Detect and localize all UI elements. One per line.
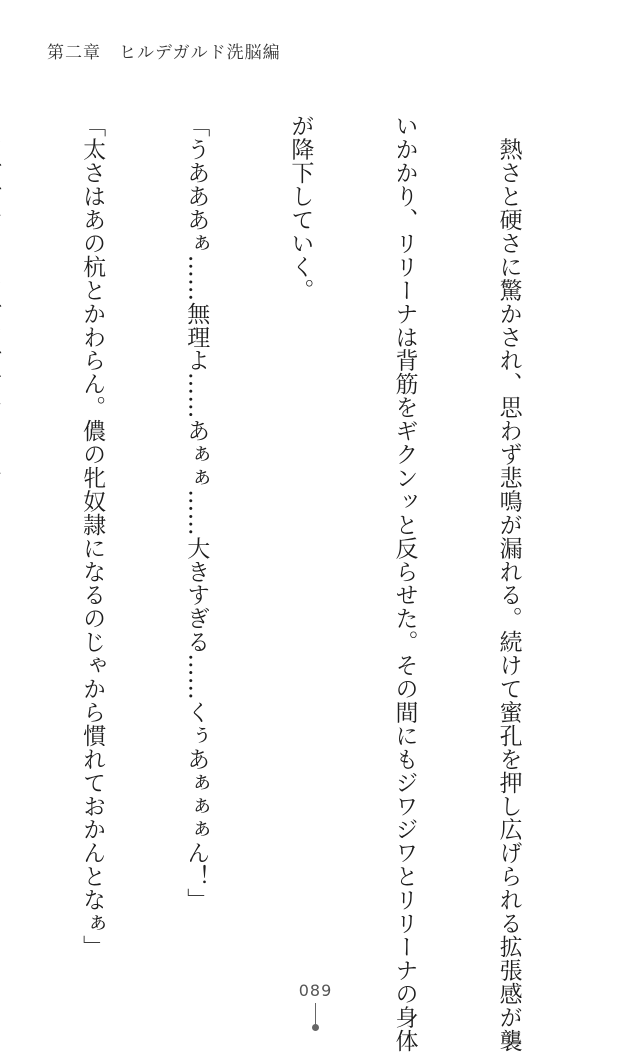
page-number-dot <box>312 1024 319 1031</box>
text-line: 「太さはあの杭とかわらん。儂の牝奴隷になるのじゃから慣れておかんとなぁ」 <box>79 114 106 959</box>
page-number: 089 <box>298 981 333 1000</box>
running-header: 第二章 ヒルデガルド洗脳編 <box>47 43 281 63</box>
text-line: が降下していく。 <box>287 114 314 302</box>
text-line: 熱さと硬さに驚かされ、思わず悲鳴が漏れる。続けて蜜孔を押し広げられる拡張感が襲 <box>495 114 522 1052</box>
text-line: 「うあああぁ……無理よ……あぁぁ……大きすぎる……くぅあぁぁぁん！」 <box>183 114 210 912</box>
text-line <box>0 114 5 952</box>
text-line: いかかり、リリーナは背筋をギクンッと反らせた。その間にもジワジワとリリーナの身体 <box>391 114 418 1052</box>
